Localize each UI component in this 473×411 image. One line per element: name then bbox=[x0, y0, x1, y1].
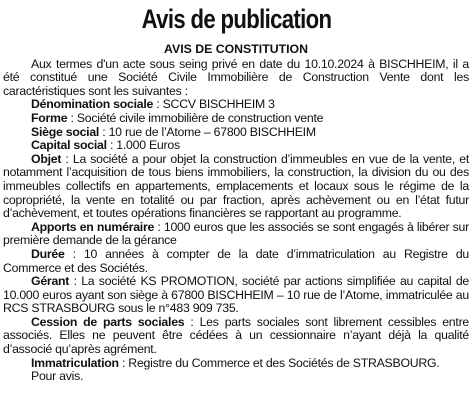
field-label: Capital social bbox=[31, 138, 107, 153]
field-forme bbox=[3, 112, 469, 126]
field-immatriculation bbox=[3, 357, 469, 371]
field-label: Durée bbox=[31, 246, 65, 261]
field-label: Apports en numéraire bbox=[31, 219, 155, 234]
field-value: : Société civile immobilière de construction vente bbox=[67, 110, 324, 125]
field-value: : SCCV BISCHHEIM 3 bbox=[153, 97, 275, 112]
field-duree bbox=[3, 248, 469, 275]
field-value: : Registre du Commerce et des Sociétés de STRASBOURG. bbox=[118, 355, 440, 370]
field-value: : La société KS PROMOTION, société par actions simplifiée au capital de 10.000 euros ayant son siège à 67800 BISCHHEIM – 10 rue de l’Atome, immatriculée au RCS STRASBOURG sous le n°483 909 735. bbox=[3, 274, 469, 316]
field-label: Siège social bbox=[31, 124, 100, 139]
field-value: : 10 rue de l’Atome – 67800 BISCHHEIM bbox=[99, 124, 316, 139]
field-label: Gérant bbox=[31, 274, 70, 289]
field-value: : Les parts sociales sont librement cessibles entre associés. Elles ne peuvent être cédées à un cessionnaire n’ayant déjà la qualité d’associé qu’après agrément. bbox=[3, 314, 469, 357]
field-gerant bbox=[3, 275, 469, 316]
field-value: : 10 années à compter de la date d’immatriculation au Registre du Commerce et des Sociétés. bbox=[3, 246, 469, 275]
field-label: Cession de parts sociales bbox=[31, 314, 185, 329]
legal-notice bbox=[0, 43, 473, 384]
publication-banner-title: Avis de publication bbox=[141, 4, 332, 34]
field-value: : 1.000 Euros bbox=[106, 138, 180, 153]
field-label: Objet bbox=[31, 151, 62, 166]
field-capital-social bbox=[3, 139, 469, 153]
field-cession-parts bbox=[3, 316, 469, 357]
field-objet bbox=[3, 153, 469, 221]
field-label: Immatriculation bbox=[31, 355, 119, 370]
field-label: Dénomination sociale bbox=[31, 97, 154, 112]
field-value: : La société a pour objet la construction d’immeubles en vue de la vente, et notamment l’acquisition de tous biens immobiliers, la construction, la division du ou des immeubles collectifs en appartements, emplacements et locaux sous le régime de la copropriété, la vente en totalité ou par fraction, après achèvement ou en l’état futur d’achèvement, et toutes opérations financières se rapportant au programme. bbox=[3, 151, 469, 221]
field-denomination bbox=[3, 98, 469, 112]
field-label: Forme bbox=[31, 110, 68, 125]
notice-title: AVIS DE CONSTITUTION bbox=[164, 42, 308, 56]
field-siege-social bbox=[3, 126, 469, 140]
field-value: : 1000 euros que les associés se sont engagés à libérer sur première demande de la gérance bbox=[3, 219, 469, 248]
closing-line: Pour avis. bbox=[31, 369, 84, 384]
field-apports bbox=[3, 221, 469, 248]
intro-paragraph: Aux termes d'un acte sous seing privé en date du 10.10.2024 à BISCHHEIM, il a été constitué une Société Civile Immobilière de Construction Vente dont les caractéristiques sont les suivantes : bbox=[3, 56, 469, 98]
